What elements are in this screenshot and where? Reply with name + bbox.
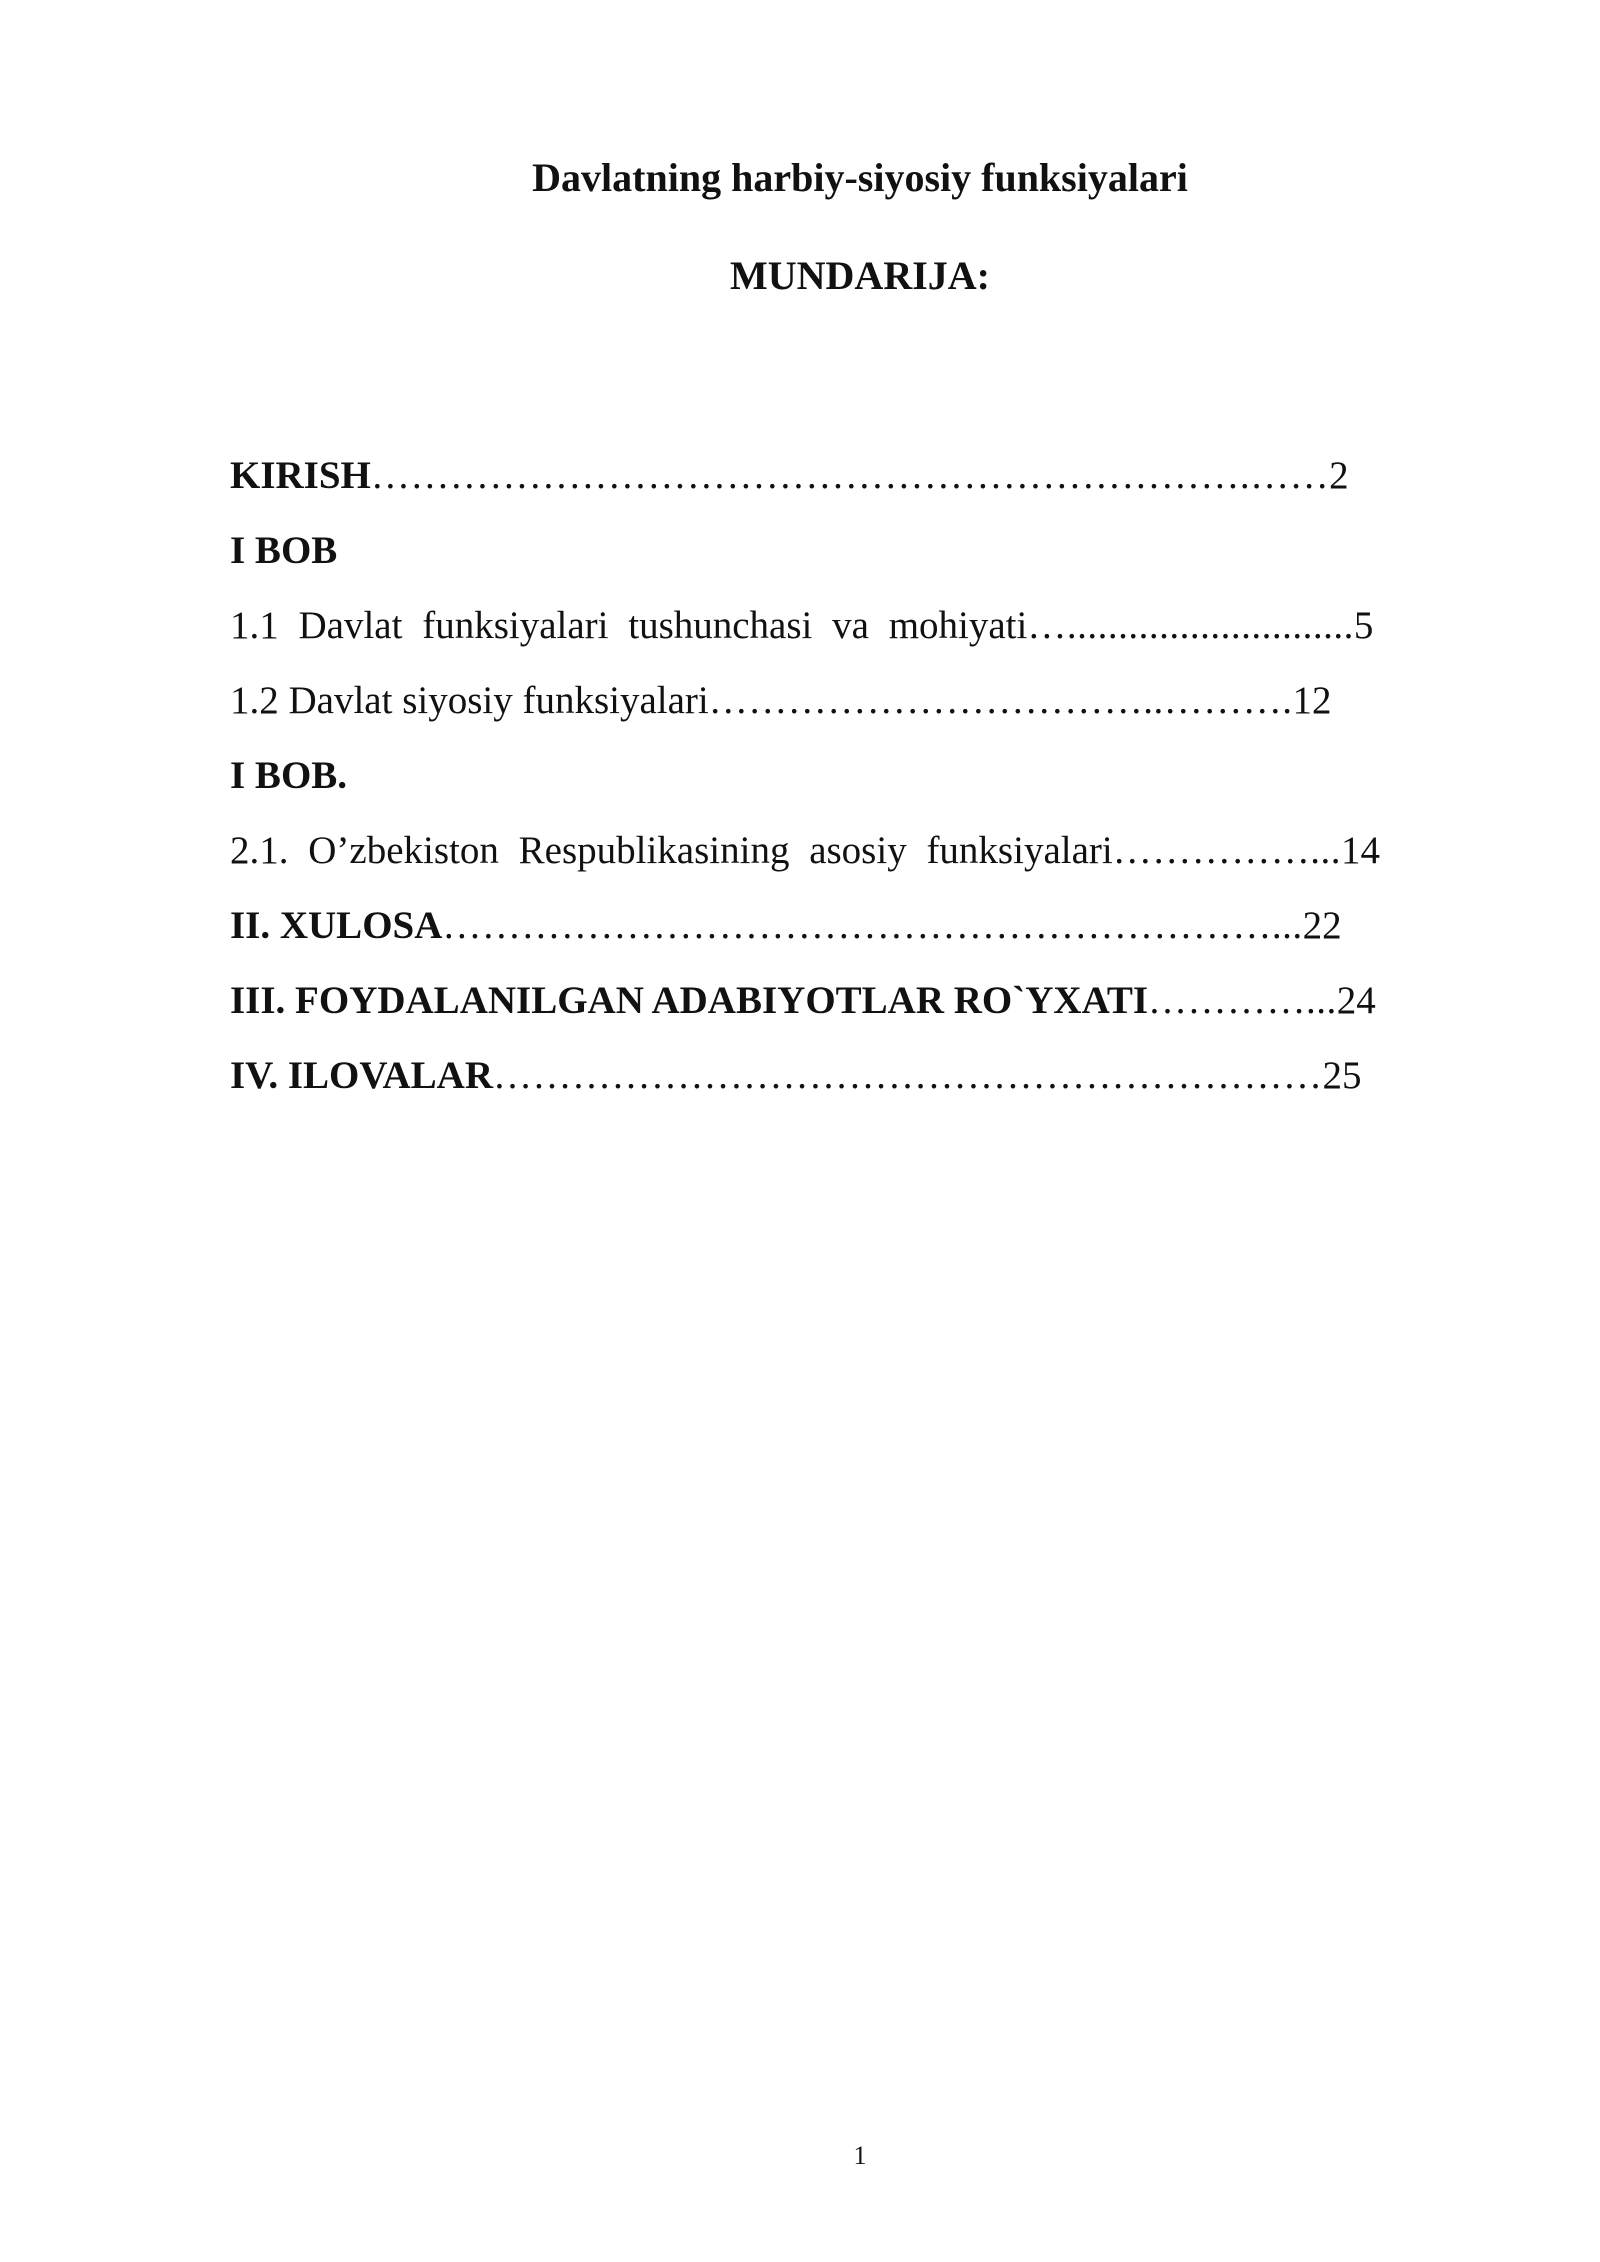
toc-page-number: 5 xyxy=(1353,604,1374,647)
toc-dot-leader: …………... xyxy=(1148,979,1337,1022)
toc-page-number: 12 xyxy=(1292,679,1332,722)
table-of-contents xyxy=(230,448,1490,1123)
toc-dot-leader: ………………………………………………………... xyxy=(442,904,1303,947)
document-title: Davlatning harbiy-siyosiy funksiyalari xyxy=(532,155,1188,200)
toc-page-number: 22 xyxy=(1302,904,1342,947)
toc-chapter-heading-1[interactable] xyxy=(230,523,1490,598)
toc-entry-label: 1.1 Davlat funksiyalari tushunchasi va mohiyati xyxy=(230,604,1028,647)
toc-dot-leader: ……………... xyxy=(1112,829,1341,872)
toc-entry-1-2[interactable] xyxy=(230,673,1490,748)
toc-entry-label: II. XULOSA xyxy=(230,904,443,947)
toc-entry-label: IV. ILOVALAR xyxy=(230,1054,493,1097)
toc-entry-xulosa[interactable] xyxy=(230,898,1490,973)
toc-dot-leader: …............................ xyxy=(1027,604,1354,647)
toc-page-number: 14 xyxy=(1340,829,1380,872)
toc-chapter-heading-2[interactable] xyxy=(230,748,1490,823)
toc-page-number: 2 xyxy=(1329,454,1349,497)
toc-dot-leader: ……………………………………………………… xyxy=(492,1054,1323,1097)
toc-entry-label: I BOB xyxy=(230,529,338,572)
toc-page-number: 25 xyxy=(1322,1054,1362,1097)
toc-entry-label: KIRISH xyxy=(230,454,371,497)
toc-dot-leader: ………………………………………………………….…… xyxy=(370,454,1330,497)
page-number: 1 xyxy=(853,2141,867,2170)
toc-entry-label: 2.1. O’zbekiston Respublikasining asosiy funksiyalari xyxy=(230,829,1113,872)
toc-entry-ilovalar[interactable] xyxy=(230,1048,1490,1123)
toc-entry-label: I BOB. xyxy=(230,754,348,797)
toc-dot-leader: ……………………………..………. xyxy=(708,679,1293,722)
toc-entry-1-1[interactable] xyxy=(230,598,1490,673)
toc-heading: MUNDARIJA: xyxy=(730,253,990,298)
toc-page-number: 24 xyxy=(1336,979,1376,1022)
toc-entry-label: 1.2 Davlat siyosiy funksiyalari xyxy=(230,679,709,722)
toc-entry-label: III. FOYDALANILGAN ADABIYOTLAR RO`YXATI xyxy=(230,979,1149,1022)
toc-entry-adabiyotlar[interactable] xyxy=(230,973,1490,1048)
toc-entry-2-1[interactable] xyxy=(230,823,1490,898)
toc-entry-kirish[interactable] xyxy=(230,448,1490,523)
